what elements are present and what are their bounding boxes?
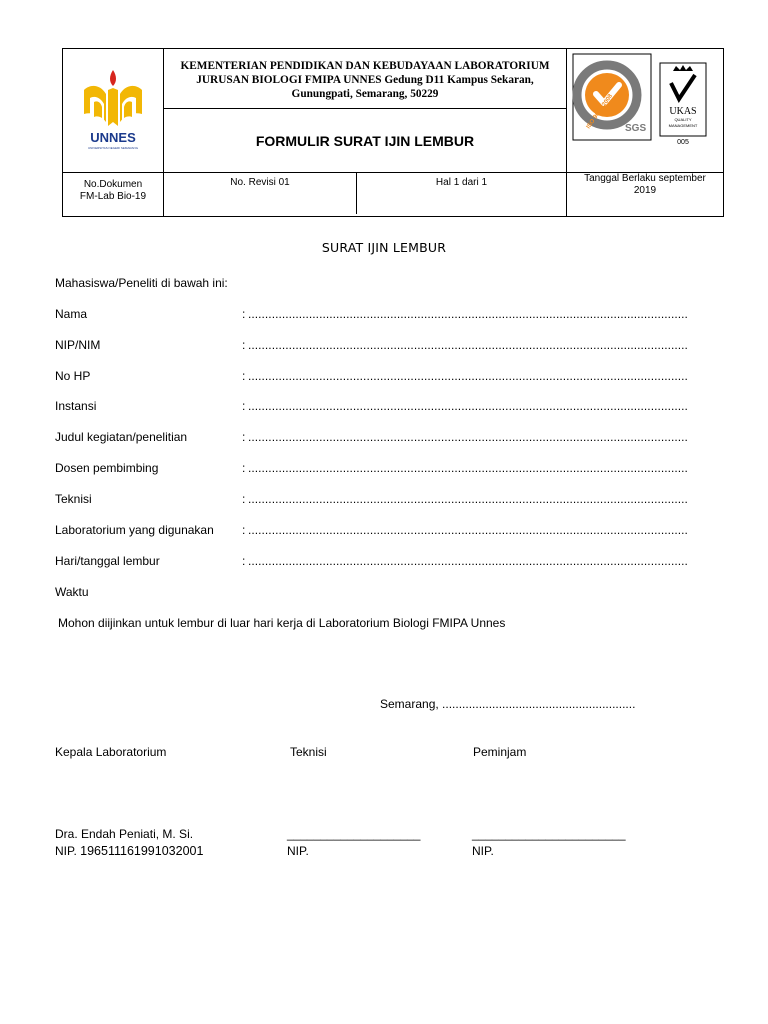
institution-line-2: JURUSAN BIOLOGI FMIPA UNNES Gedung D11 Kampus Sekaran, xyxy=(196,73,534,86)
teknisi-label: Teknisi xyxy=(290,745,327,759)
field-colon: : xyxy=(242,461,246,475)
document-title: SURAT IJIN LEMBUR xyxy=(321,240,447,255)
field-nip-nim[interactable] xyxy=(55,338,705,354)
effective-date-cell xyxy=(567,173,724,217)
field-no-hp[interactable] xyxy=(55,369,705,385)
field-label: Nama xyxy=(55,307,88,321)
revision-number: No. Revisi 01 xyxy=(164,173,357,214)
peminjam-nip: NIP. xyxy=(472,844,494,858)
field-dosen-pembimbing[interactable] xyxy=(55,461,705,477)
field-dotted-line[interactable]: .................................................................................................................................. xyxy=(248,523,688,537)
field-colon: : xyxy=(242,399,246,413)
revision-page-cell xyxy=(164,173,567,217)
field-teknisi[interactable] xyxy=(55,492,705,508)
field-dotted-line[interactable]: .................................................................................................................................. xyxy=(248,338,688,352)
teknisi-signature-line[interactable]: ____________________ xyxy=(287,827,421,841)
intro-text: Mahasiswa/Peneliti di bawah ini: xyxy=(55,276,228,290)
document-header-table xyxy=(62,48,724,217)
ukas-number: 005 xyxy=(677,139,689,146)
field-dotted-line[interactable]: .................................................................................................................................. xyxy=(248,554,688,568)
effective-date-line-1: Tanggal Berlaku september xyxy=(584,173,706,184)
effective-date-line-2: 2019 xyxy=(633,185,657,196)
field-label: Laboratorium yang digunakan xyxy=(55,523,214,537)
field-hari-tanggal[interactable] xyxy=(55,554,705,570)
field-nama[interactable] xyxy=(55,307,705,323)
field-colon: : xyxy=(242,307,246,321)
document-number-label: No.Dokumen xyxy=(83,179,143,190)
field-colon: : xyxy=(242,430,246,444)
place-date[interactable]: Semarang, .......................................................... xyxy=(380,697,636,711)
page-number: Hal 1 dari 1 xyxy=(435,177,488,188)
field-instansi[interactable] xyxy=(55,399,705,415)
iso-text: ISO 9001:2008 xyxy=(585,93,614,131)
unnes-logo-text: UNNES xyxy=(90,130,136,145)
field-label: Hari/tanggal lembur xyxy=(55,554,160,568)
institution-line-3: Gunungpati, Semarang, 50229 xyxy=(291,87,439,100)
certification-logos xyxy=(567,49,723,167)
kepala-lab-nip xyxy=(55,844,203,858)
field-label: Teknisi xyxy=(55,492,92,506)
unnes-logo-cell xyxy=(63,49,164,173)
form-title: FORMULIR SURAT IJIN LEMBUR xyxy=(164,109,567,173)
ukas-sub1: QUALITY xyxy=(674,117,692,122)
field-label: Instansi xyxy=(55,399,97,413)
kepala-lab-name: Dra. Endah Peniati, M. Si. xyxy=(55,827,194,841)
field-colon: : xyxy=(242,523,246,537)
institution-name xyxy=(164,49,567,109)
field-label: Judul kegiatan/penelitian xyxy=(55,430,188,444)
sgs-text: SGS xyxy=(625,123,647,134)
institution-line-1: KEMENTERIAN PENDIDIKAN DAN KEBUDAYAAN LABORATORIUM xyxy=(180,59,550,72)
field-colon: : xyxy=(242,554,246,568)
unnes-logo xyxy=(76,62,150,154)
ukas-sub2: MANAGEMENT xyxy=(668,123,698,128)
field-dotted-line[interactable]: .................................................................................................................................. xyxy=(248,399,688,413)
field-label: NIP/NIM xyxy=(55,338,101,352)
peminjam-signature-line[interactable]: _______________________ xyxy=(472,827,626,841)
document-number: FM-Lab Bio-19 xyxy=(79,191,147,202)
field-dotted-line[interactable]: .................................................................................................................................. xyxy=(248,369,688,383)
field-colon: : xyxy=(242,338,246,352)
field-laboratorium[interactable] xyxy=(55,523,705,539)
field-dotted-line[interactable]: .................................................................................................................................. xyxy=(248,430,688,444)
peminjam-label: Peminjam xyxy=(473,745,527,759)
field-dotted-line[interactable]: .................................................................................................................................. xyxy=(248,307,688,321)
ukas-text: UKAS xyxy=(669,106,697,117)
waktu-label: Waktu xyxy=(55,585,89,599)
field-dotted-line[interactable]: .................................................................................................................................. xyxy=(248,461,688,475)
unnes-logo-subtext: UNIVERSITAS NEGERI SEMARANG xyxy=(87,146,139,150)
field-label: Dosen pembimbing xyxy=(55,461,159,475)
field-colon: : xyxy=(242,492,246,506)
request-text: Mohon diijinkan untuk lembur di luar hari kerja di Laboratorium Biologi FMIPA Unnes xyxy=(58,616,506,630)
nip-label: NIP. xyxy=(55,844,77,858)
teknisi-nip: NIP. xyxy=(287,844,309,858)
certification-logos-cell xyxy=(567,49,724,173)
field-colon: : xyxy=(242,369,246,383)
field-dotted-line[interactable]: .................................................................................................................................. xyxy=(248,492,688,506)
nip-number: 196511161991032001 xyxy=(80,844,204,858)
field-label: No HP xyxy=(55,369,91,383)
kepala-lab-label: Kepala Laboratorium xyxy=(55,745,167,759)
field-judul-kegiatan[interactable] xyxy=(55,430,705,446)
document-number-cell xyxy=(63,173,164,217)
